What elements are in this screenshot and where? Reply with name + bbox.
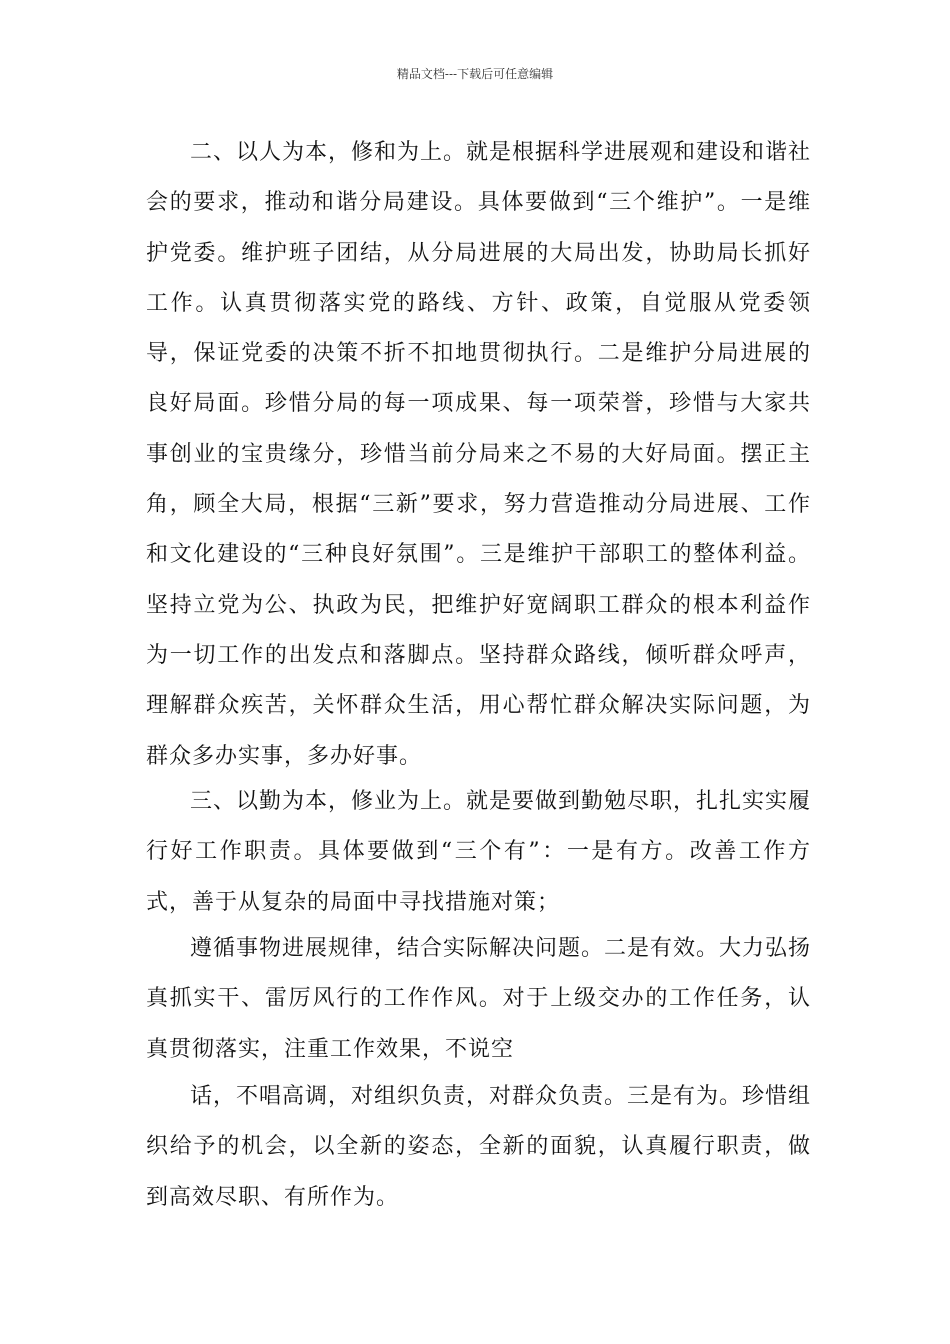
paragraph-continuation-1: 遵循事物进展规律，结合实际解决问题。二是有效。大力弘扬真抓实干、雷厉风行的工作作风。对于上级交办的工作任务，认真贯彻落实，注重工作效果，不说空 (146, 936, 812, 1062)
paragraph-section-two: 二、以人为本，修和为上。就是根据科学进展观和建设和谐社会的要求，推动和谐分局建设。具体要做到“三个维护”。一是维护党委。维护班子团结，从分局进展的大局出发，协助局长抓好工作。认真贯彻落实党的路线、方针、政策，自觉服从党委领导，保证党委的决策不折不扣地贯彻执行。二是维护分局进展的良好局面。珍惜分局的每一项成果、每一项荣誉，珍惜与大家共事创业的宝贵缘分，珍惜当前分局来之不易的大好局面。摆正主角，顾全大局，根据“三新”要求，努力营造推动分局进展、工作和文化建设的“三种良好氛围”。三是维护干部职工的整体利益。坚持立党为公、执政为民，把维护好宽阔职工群众的根本利益作为一切工作的出发点和落脚点。坚持群众路线，倾听群众呼声，理解群众疾苦，关怀群众生活，用心帮忙群众解决实际问题，为群众多办实事，多办好事。 (146, 140, 812, 769)
paragraph-continuation-2: 话，不唱高调，对组织负责，对群众负责。三是有为。珍惜组织给予的机会，以全新的姿态，全新的面貌，认真履行职责，做到高效尽职、有所作为。 (146, 1084, 812, 1210)
paragraph-section-three: 三、以勤为本，修业为上。就是要做到勤勉尽职，扎扎实实履行好工作职责。具体要做到“三个有”：一是有方。改善工作方式，善于从复杂的局面中寻找措施对策； (146, 789, 812, 915)
page-header: 精品文档---下载后可任意编辑 (396, 67, 554, 81)
